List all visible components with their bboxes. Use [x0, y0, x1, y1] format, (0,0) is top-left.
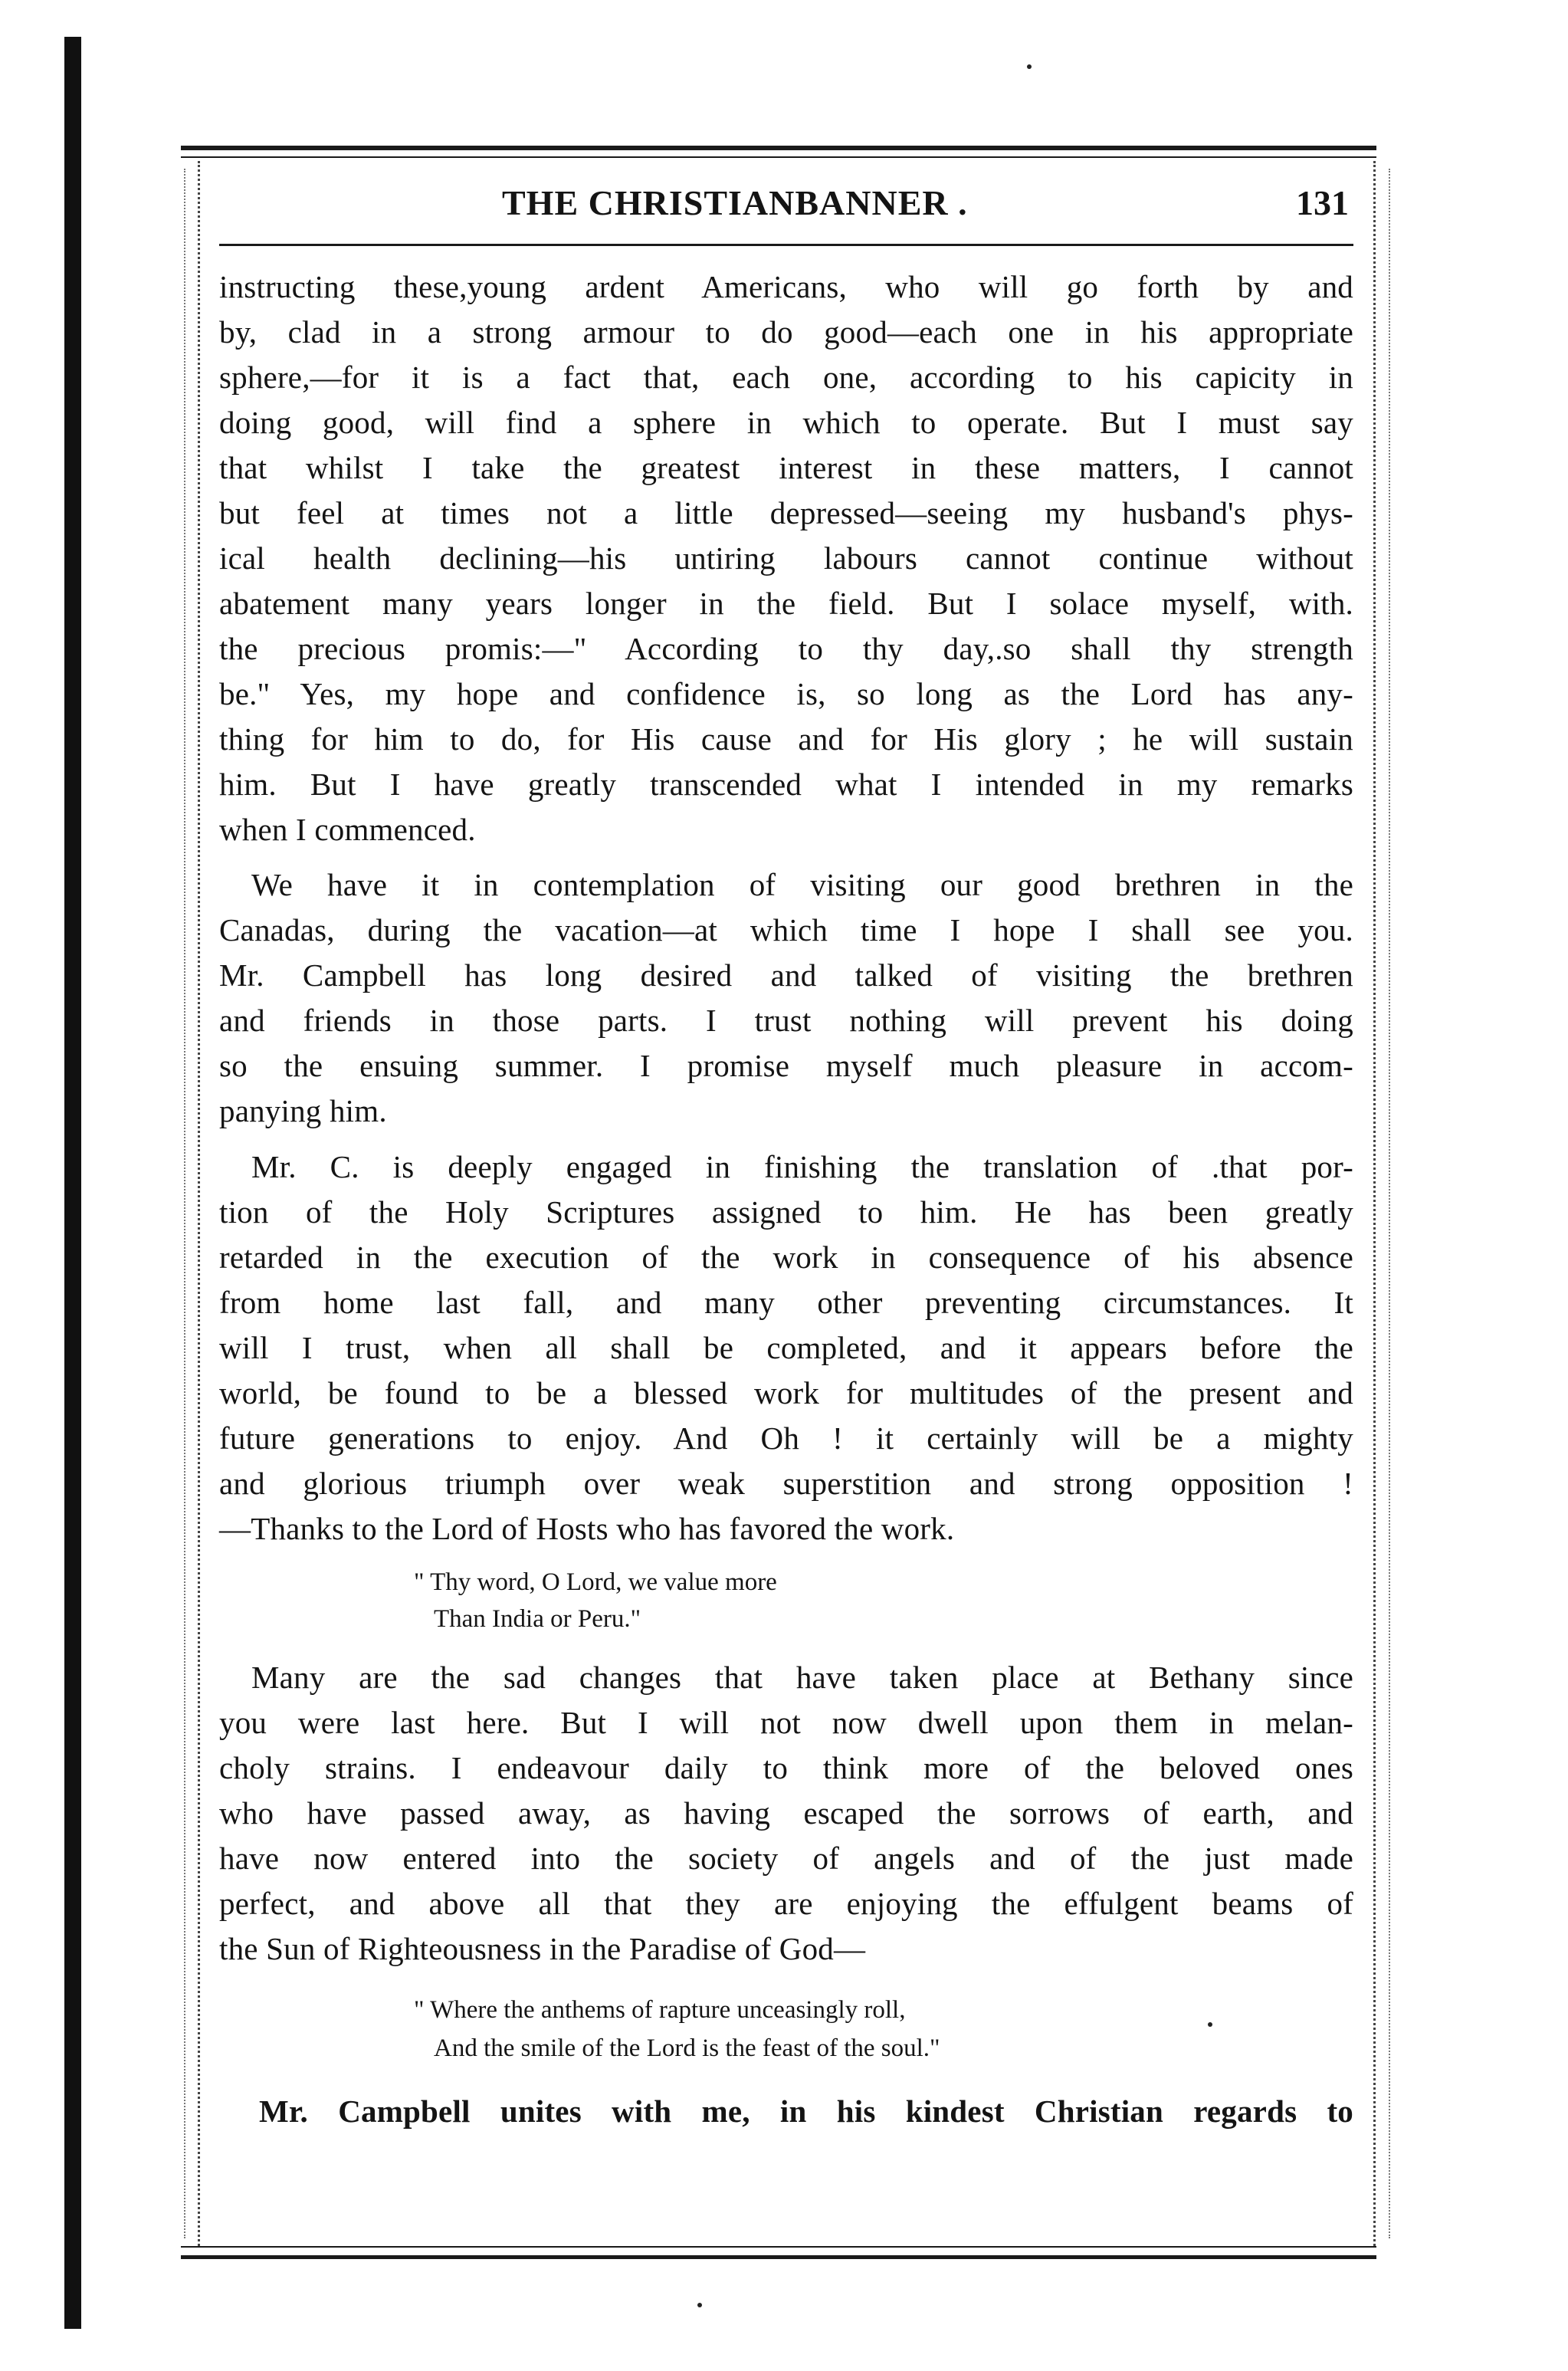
- running-head: [230, 182, 1356, 232]
- text-line: future generations to enjoy. And Oh ! it certainly will be a mighty: [219, 1420, 1353, 1456]
- text-line: choly strains. I endeavour daily to think more of the beloved ones: [219, 1750, 1353, 1785]
- text-line: Many are the sad changes that have taken place at Bethany since: [251, 1660, 1353, 1695]
- text-line: will I trust, when all shall be completed, and it appears before the: [219, 1330, 1353, 1365]
- text-line: thing for him to do, for His cause and for His glory ; he will sustain: [219, 721, 1353, 757]
- text-line: who have passed away, as having escaped the sorrows of earth, and: [219, 1795, 1353, 1831]
- text-line: abatement many years longer in the field. But I solace myself, with.: [219, 586, 1353, 621]
- text-line: instructing these,young ardent Americans, who will go forth by and: [219, 269, 1353, 304]
- page-number: 131: [1296, 183, 1349, 222]
- top-border-rule-thin: [181, 156, 1376, 158]
- text-line: and friends in those parts. I trust nothing will prevent his doing: [219, 1003, 1353, 1038]
- verse-quote-line: " Where the anthems of rapture unceasingly roll,: [414, 1996, 906, 2024]
- text-line: ical health declining—his untiring labours cannot continue without: [219, 540, 1353, 576]
- running-head-title: THE CHRISTIANBANNER .: [502, 183, 968, 222]
- text-line: have now entered into the society of angels and of the just made: [219, 1841, 1353, 1876]
- stray-ink-dot: [1208, 2022, 1212, 2027]
- text-line: the precious promis:—" According to thy day,.so shall thy strength: [219, 631, 1353, 666]
- verse-quote-line: " Thy word, O Lord, we value more: [414, 1568, 777, 1596]
- text-line: Mr. C. is deeply engaged in finishing the translation of .that por-: [251, 1149, 1353, 1184]
- text-line: from home last fall, and many other preventing circumstances. It: [219, 1285, 1353, 1320]
- text-line: Canadas, during the vacation—at which time I hope I shall see you.: [219, 912, 1353, 947]
- text-line: that whilst I take the greatest interest in these matters, I cannot: [219, 450, 1353, 485]
- text-line: him. But I have greatly transcended what I intended in my remarks: [219, 767, 1353, 802]
- text-line: the Sun of Righteousness in the Paradise of God—: [219, 1931, 866, 1966]
- right-dotted-border-outer: [1389, 169, 1390, 2238]
- right-dotted-border: [1373, 161, 1376, 2246]
- text-line: when I commenced.: [219, 812, 476, 847]
- page-edge-bar: [64, 37, 81, 2329]
- text-line: be." Yes, my hope and confidence is, so long as the Lord has any-: [219, 676, 1353, 711]
- text-line: world, be found to be a blessed work for multitudes of the present and: [219, 1375, 1353, 1410]
- text-line: by, clad in a strong armour to do good—each one in his appropriate: [219, 314, 1353, 350]
- text-line: so the ensuing summer. I promise myself much pleasure in accom-: [219, 1048, 1353, 1083]
- text-line: retarded in the execution of the work in consequence of his absence: [219, 1240, 1353, 1275]
- stray-ink-dot: [697, 2303, 702, 2307]
- text-line: sphere,—for it is a fact that, each one, according to his capicity in: [219, 360, 1353, 395]
- text-line: but feel at times not a little depressed—seeing my husband's phys-: [219, 495, 1353, 530]
- text-line: perfect, and above all that they are enjoying the effulgent beams of: [219, 1886, 1353, 1921]
- text-line: We have it in contemplation of visiting our good brethren in the: [251, 867, 1353, 902]
- verse-quote-line: And the smile of the Lord is the feast of the soul.": [434, 2034, 940, 2062]
- text-line: —Thanks to the Lord of Hosts who has favored the work.: [219, 1511, 955, 1546]
- text-line: tion of the Holy Scriptures assigned to him. He has been greatly: [219, 1194, 1353, 1230]
- bottom-border-rule: [181, 2255, 1376, 2259]
- left-dotted-border-outer: [184, 169, 185, 2238]
- closing-line: Mr. Campbell unites with me, in his kindest Christian regards to: [259, 2094, 1353, 2129]
- text-line: Mr. Campbell has long desired and talked of visiting the brethren: [219, 957, 1353, 993]
- text-line: you were last here. But I will not now dwell upon them in melan-: [219, 1705, 1353, 1740]
- verse-quote-line: Than India or Peru.": [434, 1605, 641, 1633]
- left-dotted-border: [198, 161, 200, 2246]
- stray-ink-dot: [1027, 64, 1032, 69]
- header-underline: [219, 244, 1353, 246]
- text-line: and glorious triumph over weak superstition and strong opposition !: [219, 1466, 1353, 1501]
- text-line: doing good, will find a sphere in which to operate. But I must say: [219, 405, 1353, 440]
- text-line: panying him.: [219, 1093, 387, 1128]
- bottom-border-rule-thin: [181, 2246, 1376, 2248]
- top-border-rule: [181, 146, 1376, 150]
